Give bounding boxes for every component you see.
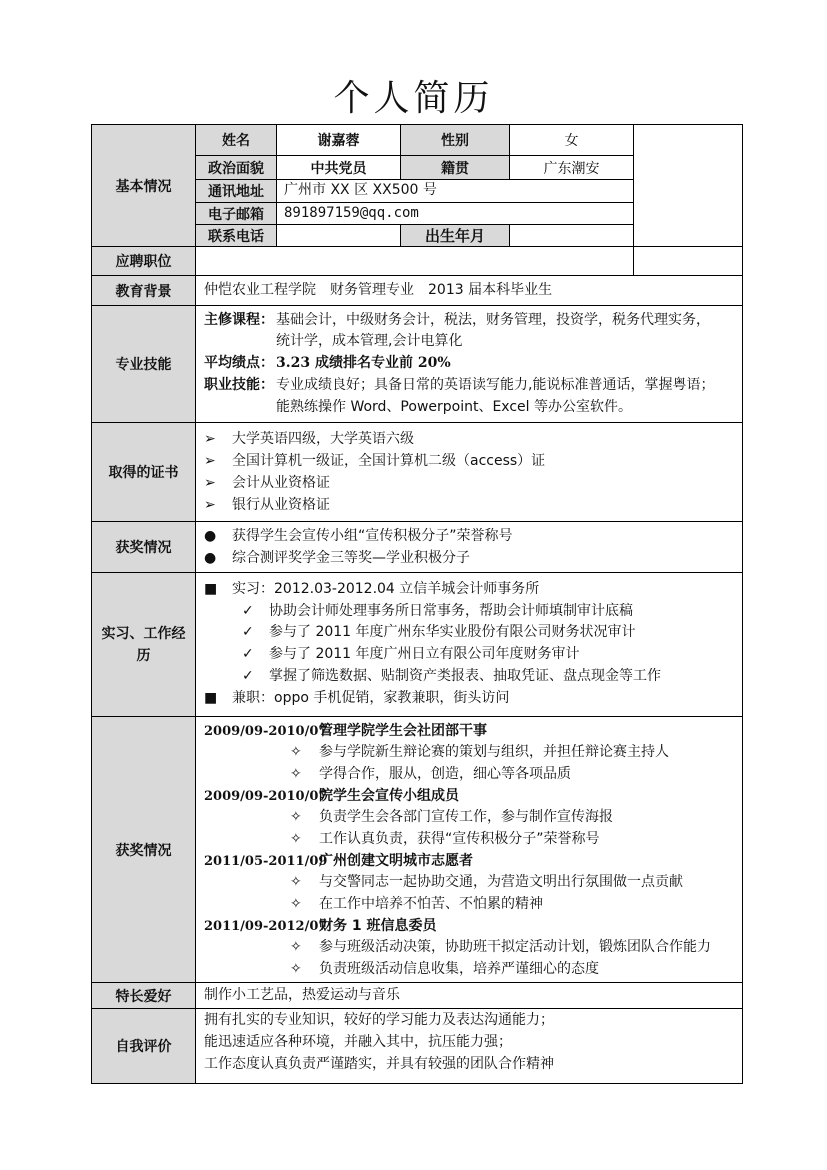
skills-courses-1: 基础会计，中级财务会计，税法，财务管理，投资学，税务代理实务， [276, 312, 710, 328]
diamond-bullet-icon: ✧ [290, 896, 302, 912]
skills-gpa-label: 平均绩点： [204, 355, 274, 371]
section-certs: 取得的证书 [92, 423, 195, 521]
activity-date: 2011/09-2012/07 [204, 919, 328, 934]
hobby-text: 制作小工艺品，热爱运动与音乐 [204, 987, 400, 1003]
diamond-bullet-icon: ✧ [290, 874, 302, 890]
work-task: 协助会计师处理事务所日常事务，帮助会计师填制审计底稿 [269, 603, 633, 619]
work-task: 掌握了筛选数据、贴制资产类报表、抽取凭证、盘点现金等工作 [269, 668, 661, 684]
work-parttime: 兼职：oppo 手机促销，家教兼职，街头访问 [232, 690, 510, 706]
value-name: 谢嘉蓉 [317, 133, 360, 149]
activity-item: 学得合作，服从，创造，细心等各项品质 [319, 766, 571, 782]
diamond-bullet-icon: ✧ [290, 961, 302, 977]
self-eval-line: 能迅速适应各种环境，并融入其中，抗压能力强； [204, 1034, 512, 1050]
honor-item: 获得学生会宣传小组“宣传积极分子”荣誉称号 [232, 528, 513, 544]
education-text: 仲恺农业工程学院 财务管理专业 2013 届本科毕业生 [204, 282, 553, 298]
label-native: 籍贯 [401, 156, 509, 179]
activity-role: 管理学院学生会社团部干事 [319, 723, 487, 739]
label-address: 通讯地址 [196, 180, 276, 202]
honor-item: 综合测评奖学金三等奖—学业积极分子 [232, 550, 470, 566]
value-address: 广州市 XX 区 XX500 号 [284, 182, 437, 198]
section-position: 应聘职位 [92, 247, 195, 275]
dot-bullet-icon: ● [204, 550, 217, 566]
self-eval-line: 工作态度认真负责严谨踏实，并具有较强的团队合作精神 [204, 1056, 554, 1072]
value-email: 891897159@qq.com [284, 205, 419, 221]
check-icon: ✓ [242, 646, 254, 662]
diamond-bullet-icon: ✧ [290, 831, 302, 847]
section-work: 实习、工作经 历 [92, 573, 195, 716]
label-email: 电子邮箱 [196, 203, 276, 224]
activity-item: 工作认真负责，获得“宣传积极分子”荣誉称号 [319, 831, 600, 847]
activity-date: 2009/09-2010/07 [204, 724, 328, 739]
page-title: 个人简历 [333, 78, 494, 119]
skills-career-label: 职业技能： [204, 377, 274, 393]
activity-item: 负责班级活动信息收集，培养严谨细心的态度 [319, 961, 599, 977]
diamond-bullet-icon: ✧ [290, 809, 302, 825]
square-bullet-icon: ■ [204, 690, 218, 706]
diamond-bullet-icon: ✧ [290, 744, 302, 760]
check-icon: ✓ [242, 668, 254, 684]
activity-role: 广州创建文明城市志愿者 [319, 853, 473, 869]
cert-item: 银行从业资格证 [232, 497, 330, 513]
arrow-bullet-icon: ➢ [204, 497, 216, 513]
label-birth: 出生年月 [401, 225, 509, 246]
activity-role: 财务 1 班信息委员 [319, 918, 437, 934]
activity-item: 负责学生会各部门宣传工作，参与制作宣传海报 [319, 809, 613, 825]
square-bullet-icon: ■ [204, 581, 218, 597]
cert-item: 会计从业资格证 [232, 475, 330, 491]
cert-item: 大学英语四级，大学英语六级 [232, 431, 414, 447]
activity-item: 参与学院新生辩论赛的策划与组织，并担任辩论赛主持人 [319, 744, 669, 760]
arrow-bullet-icon: ➢ [204, 453, 216, 469]
cert-item: 全国计算机一级证，全国计算机二级（access）证 [232, 453, 546, 469]
section-honors: 获奖情况 [92, 522, 195, 572]
section-hobby: 特长爱好 [92, 983, 195, 1008]
work-intern: 实习：2012.03-2012.04 立信羊城会计师事务所 [232, 581, 540, 597]
check-icon: ✓ [242, 603, 254, 619]
diamond-bullet-icon: ✧ [290, 766, 302, 782]
arrow-bullet-icon: ➢ [204, 431, 216, 447]
section-basic: 基本情况 [92, 125, 195, 246]
work-task: 参与了 2011 年度广州日立有限公司年度财务审计 [269, 646, 580, 662]
value-gender: 女 [564, 133, 579, 149]
activity-item: 与交警同志一起协助交通，为营造文明出行氛围做一点贡献 [319, 874, 683, 890]
label-name: 姓名 [196, 125, 276, 155]
skills-career-2: 能熟练操作 Word、Powerpoint、Excel 等办公室软件。 [276, 399, 633, 415]
label-phone: 联系电话 [196, 225, 276, 246]
skills-courses-2: 统计学，成本管理,会计电算化 [276, 333, 463, 349]
section-education: 教育背景 [92, 276, 195, 305]
activity-item: 在工作中培养不怕苦、不怕累的精神 [319, 896, 543, 912]
label-politics: 政治面貌 [196, 156, 276, 179]
dot-bullet-icon: ● [204, 528, 217, 544]
arrow-bullet-icon: ➢ [204, 475, 216, 491]
activity-role: 院学生会宣传小组成员 [319, 788, 459, 804]
skills-gpa: 3.23 成绩排名专业前 20% [276, 355, 451, 371]
section-activities: 获奖情况 [92, 717, 195, 982]
activity-date: 2011/05-2011/09 [204, 854, 328, 869]
section-skills: 专业技能 [92, 306, 195, 422]
value-native: 广东潮安 [543, 160, 600, 177]
skills-courses-label: 主修课程： [204, 312, 274, 328]
skills-career-1: 专业成绩良好；具备日常的英语读写能力,能说标准普通话，掌握粤语； [276, 377, 715, 393]
work-task: 参与了 2011 年度广州东华实业股份有限公司财务状况审计 [269, 624, 636, 640]
label-gender: 性别 [401, 125, 509, 155]
check-icon: ✓ [242, 624, 254, 640]
section-self: 自我评价 [92, 1009, 195, 1083]
activity-date: 2009/09-2010/07 [204, 789, 328, 804]
self-eval-line: 拥有扎实的专业知识，较好的学习能力及表达沟通能力； [204, 1012, 554, 1028]
value-politics: 中共党员 [310, 160, 367, 177]
diamond-bullet-icon: ✧ [290, 939, 302, 955]
activity-item: 参与班级活动决策，协助班干拟定活动计划，锻炼团队合作能力 [319, 939, 711, 955]
